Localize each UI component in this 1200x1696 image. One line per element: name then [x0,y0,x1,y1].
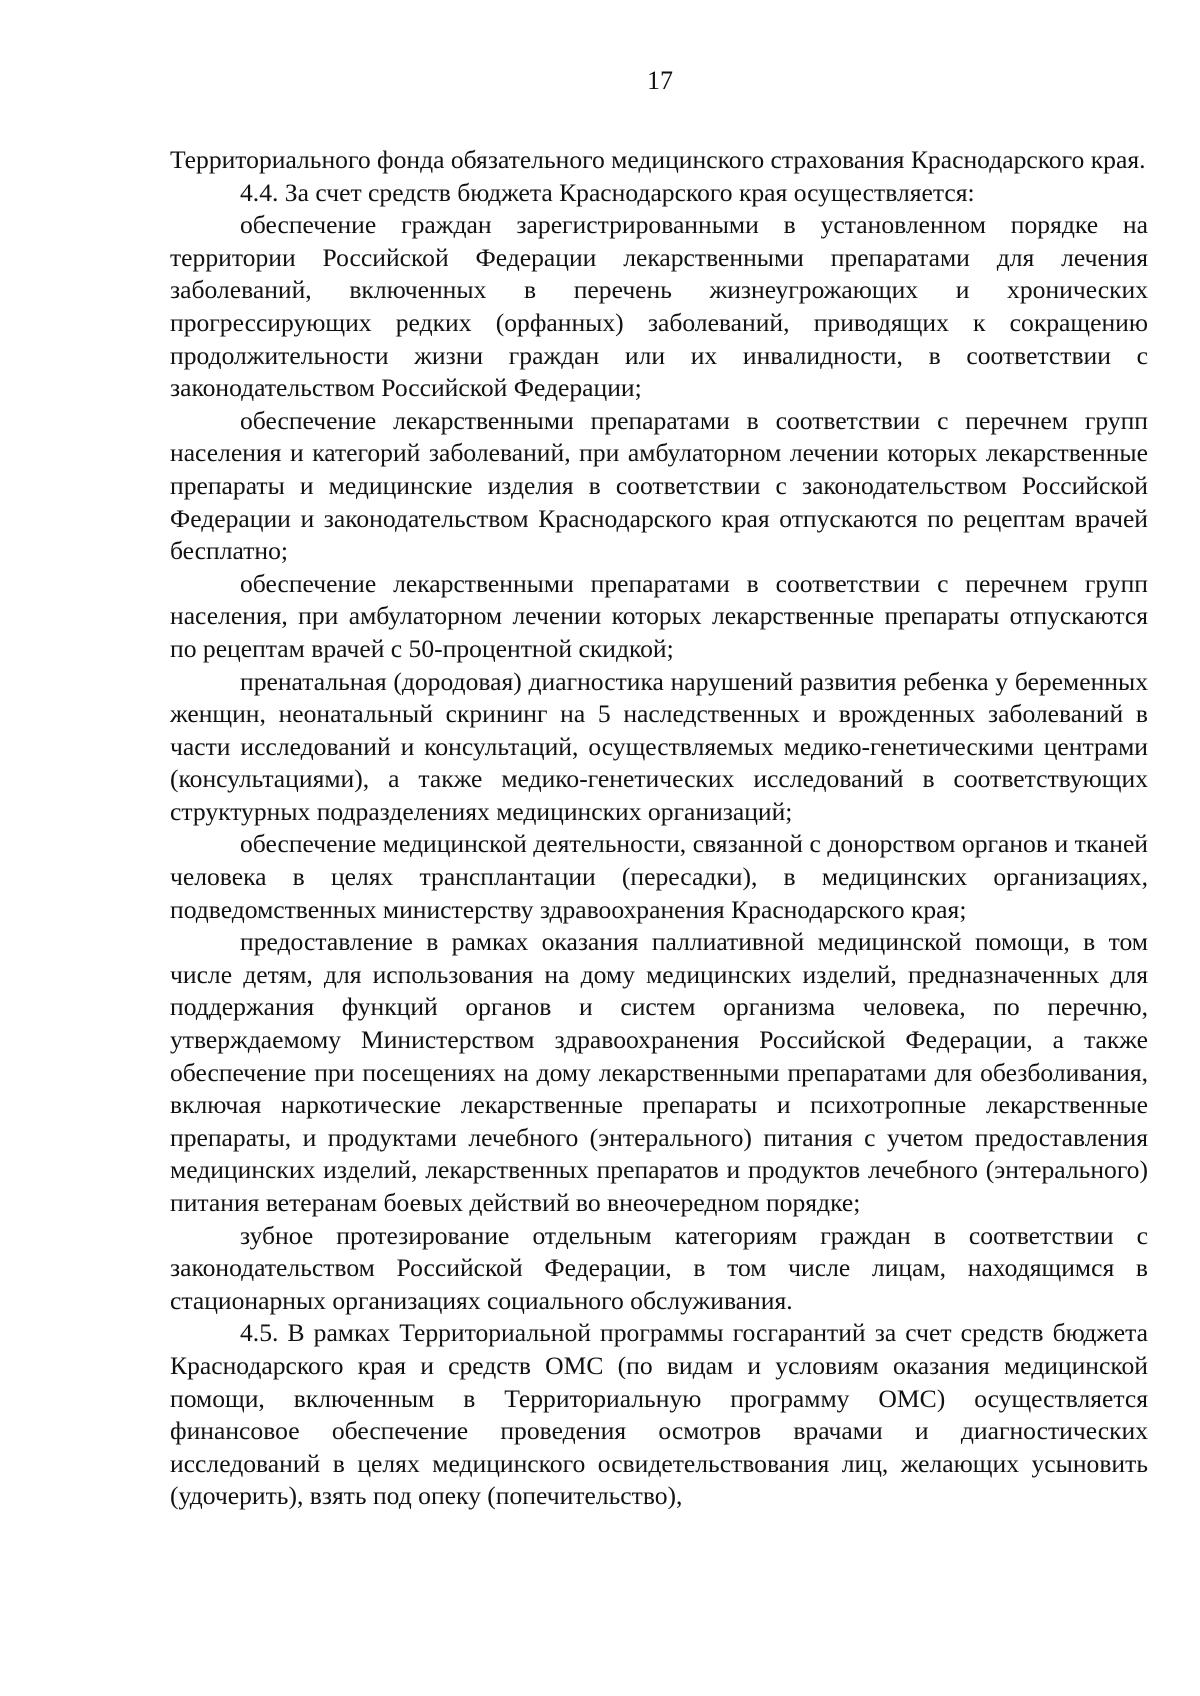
paragraph-palliative-care: предоставление в рамках оказания паллиативной медицинской помощи, в том числе детям, для использования на дому медицинских изделий, предназначенных для поддержания функций органов и систем организма человека, по перечню, утверждаемому Министерством здравоохранения Российской Федерации, а также обеспечение при посещениях на дому лекарственными препаратами для обезболивания, включая наркотические лекарственные препараты и психотропные лекарственные препараты, и продуктами лечебного (энтерального) питания с учетом предоставления медицинских изделий, лекарственных препаратов и продуктов лечебного (энтерального) питания ветеранам боевых действий во внеочередном порядке; [170,927,1148,1217]
paragraph-section-4-4: 4.4. За счет средств бюджета Краснодарского края осуществляется: [240,177,975,207]
document-body [170,144,1148,1513]
paragraph-discount-prescriptions: обеспечение лекарственными препаратами в соответствии с перечнем групп населения, при амбулаторном лечении которых лекарственные препараты отпускаются по рецептам врачей с 50-процентной скидкой; [170,568,1148,663]
paragraph-prenatal-diagnostics: пренатальная (дородовая) диагностика нарушений развития ребенка у беременных женщин, неонатальный скрининг на 5 наследственных и врожденных заболеваний в части исследований и консультаций, осуществляемых медико-генетическими центрами (консультациями), а также медико-генетических исследований в соответствующих структурных подразделениях медицинских организаций; [170,666,1148,826]
paragraph-orphan-diseases: обеспечение граждан зарегистрированными в установленном порядке на территории Российской Федерации лекарственными препаратами для лечения заболеваний, включенных в перечень жизнеугрожающих и хронических прогрессирующих редких (орфанных) заболеваний, приводящих к сокращению продолжительности жизни граждан или их инвалидности, в соответствии с законодательством Российской Федерации; [170,210,1148,403]
paragraph-free-prescriptions: обеспечение лекарственными препаратами в соответствии с перечнем групп населения и категорий заболеваний, при амбулаторном лечении которых лекарственные препараты и медицинские изделия в соответствии с законодательством Российской Федерации и законодательством Краснодарского края отпускаются по рецептам врачей бесплатно; [170,405,1148,566]
paragraph-section-4-5: 4.5. В рамках Территориальной программы госгарантий за счет средств бюджета Краснодарского края и средств ОМС (по видам и условиям оказания медицинской помощи, включенным в Территориальную программу ОМС) осуществляется финансовое обеспечение проведения осмотров врачами и диагностических исследований в целях медицинского освидетельствования лиц, желающих усыновить (удочерить), взять под опеку (попечительство), [170,1318,1148,1511]
paragraph-continuation: Территориального фонда обязательного медицинского страхования Краснодарского края. [170,145,1146,174]
page-number: 17 [647,66,673,95]
paragraph-dental-prosthetics: зубное протезирование отдельным категориям граждан в соответствии с законодательством Российской Федерации, в том числе лицам, находящимся в стационарных организациях социального обслуживания. [170,1220,1148,1315]
paragraph-organ-donation: обеспечение медицинской деятельности, связанной с донорством органов и тканей человека в целях трансплантации (пересадки), в медицинских организациях, подведомственных министерству здравоохранения Краснодарского края; [170,829,1148,924]
